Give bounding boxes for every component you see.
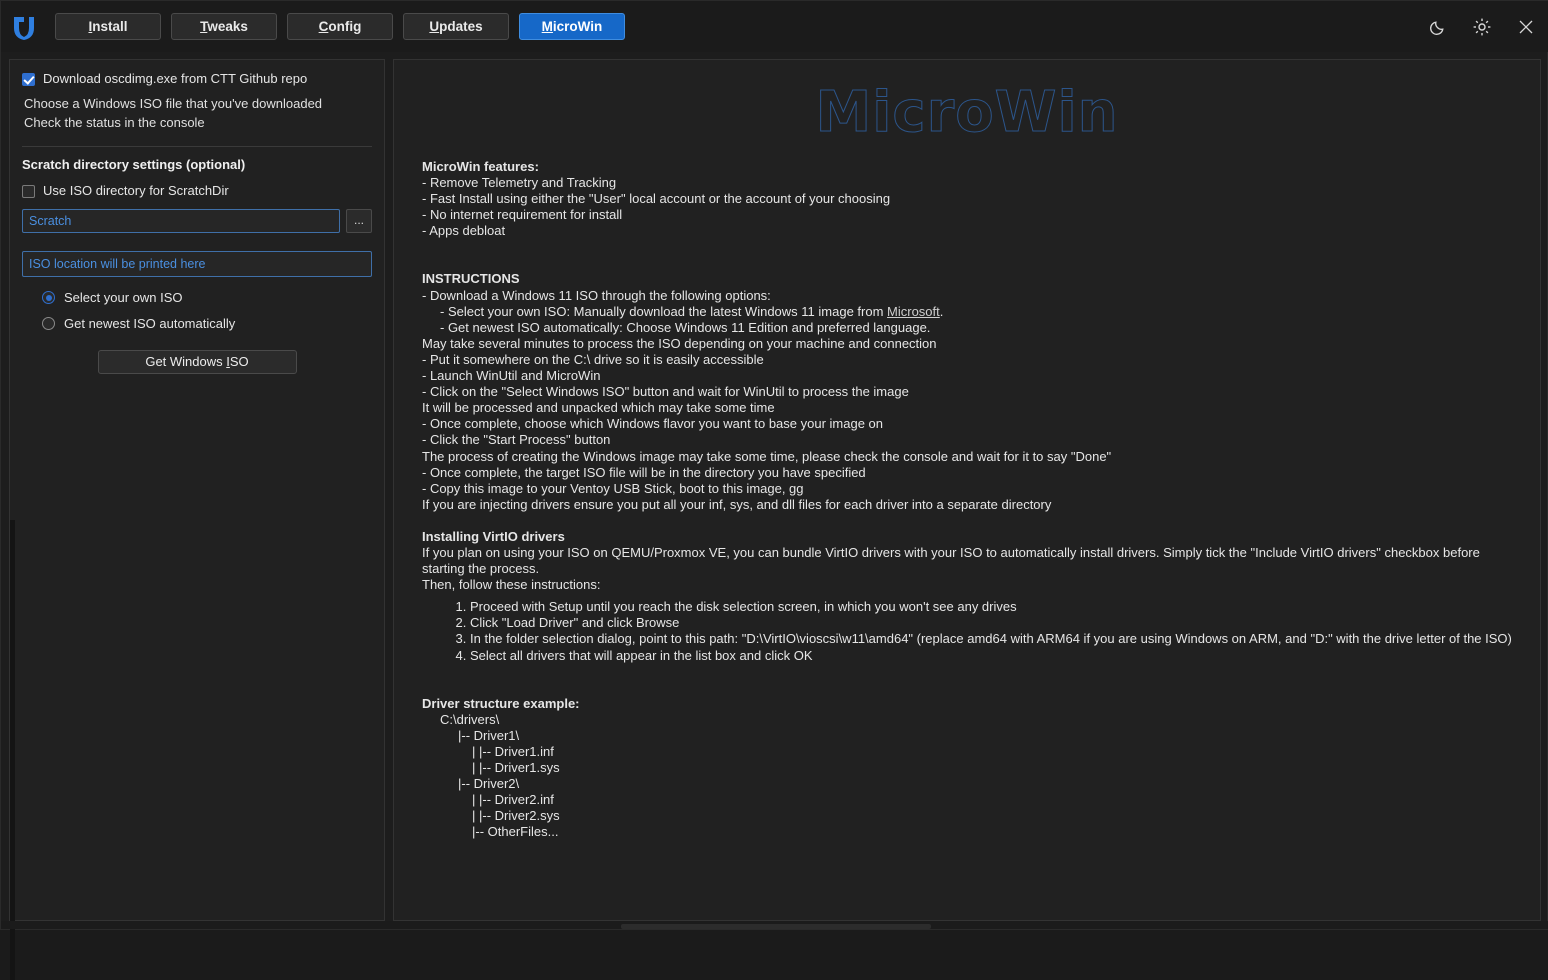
driver-tree — [422, 712, 1512, 841]
title-bar — [1, 1, 1548, 52]
virtio-step: 3. In the folder selection dialog, point to this path: "D:\VirtIO\vioscsi\w11\amd64" (replace amd64 with ARM64 if you are using Windows on ARM, and "D:" with the drive letter of the ISO) — [470, 631, 1512, 647]
get-windows-iso-pre: Get Windows — [145, 354, 227, 369]
microwin-sidebar — [9, 59, 385, 921]
close-icon[interactable] — [1513, 14, 1539, 40]
moon-icon[interactable] — [1425, 14, 1451, 40]
virtio-step: 4. Select all drivers that will appear in the list box and click OK — [470, 648, 1512, 664]
instructions-line: - Copy this image to your Ventoy USB Stick, boot to this image, gg — [422, 480, 804, 496]
instructions-head: - Download a Windows 11 ISO through the following options: — [422, 287, 771, 303]
instructions-sub-own-iso — [422, 304, 1512, 320]
gear-icon[interactable] — [1469, 14, 1495, 40]
radio-get-newest-iso[interactable] — [42, 315, 372, 332]
driver-tree-line: |-- Driver1\ — [458, 727, 520, 743]
radio-select-own-iso-label: Select your own ISO — [64, 290, 183, 305]
radio-select-own-iso-dot[interactable] — [42, 291, 55, 304]
scratch-dir-row — [22, 209, 372, 233]
feature-item: - Apps debloat — [422, 223, 506, 239]
instructions-line: It will be processed and unpacked which may take some time — [422, 400, 775, 416]
window-bottom-strip — [1, 921, 1548, 929]
download-oscdimg-checkbox[interactable] — [22, 73, 35, 86]
use-iso-dir-label: Use ISO directory for ScratchDir — [43, 183, 229, 198]
scratch-browse-button[interactable]: ... — [346, 209, 372, 233]
tab-install-label: Install — [88, 19, 128, 34]
tab-microwin-label: MicroWin — [541, 19, 603, 34]
instructions-sub-own-iso-tail: . — [939, 303, 944, 319]
iso-location-display[interactable]: ISO location will be printed here — [22, 251, 372, 277]
get-windows-iso-accel: I — [226, 354, 230, 369]
instructions-line: If you are injecting drivers ensure you put all your inf, sys, and dll files for each driver into a separate directory — [422, 496, 1052, 512]
virtio-paragraph: If you plan on using your ISO on QEMU/Proxmox VE, you can bundle VirtIO drivers with your ISO to automatically install drivers. Simply tick the "Include VirtIO drivers" checkbox before starting the process. — [422, 544, 1480, 577]
feature-item: - Remove Telemetry and Tracking — [422, 175, 617, 191]
driver-tree-line: | |-- Driver2.sys — [472, 808, 560, 824]
driver-tree-line: | |-- Driver1.sys — [472, 760, 560, 775]
virtio-paragraph-2: Then, follow these instructions: — [422, 577, 601, 593]
window-resize-handle[interactable] — [621, 924, 931, 929]
driver-tree-line: |-- Driver2\ — [458, 776, 520, 792]
instructions-sub-newest-iso: - Get newest ISO automatically: Choose Windows 11 Edition and preferred language. — [440, 319, 931, 335]
virtio-title: Installing VirtIO drivers — [422, 528, 565, 544]
feature-item: - Fast Install using either the "User" local account or the account of your choosing — [422, 191, 891, 207]
instructions-line: The process of creating the Windows image may take some time, please check the console and wait for it to say "Done" — [422, 448, 1112, 464]
tab-microwin[interactable] — [519, 13, 625, 40]
microwin-content-panel — [393, 59, 1541, 921]
instructions-line: May take several minutes to process the ISO depending on your machine and connection — [422, 335, 937, 351]
driver-structure-title: Driver structure example: — [422, 695, 580, 711]
driver-tree-line: |-- OtherFiles... — [472, 824, 559, 840]
download-oscdimg-row[interactable] — [22, 70, 372, 87]
instructions-line: - Launch WinUtil and MicroWin — [422, 368, 601, 384]
sidebar-divider — [22, 146, 372, 147]
feature-item: - No internet requirement for install — [422, 207, 623, 223]
features-title: MicroWin features: — [422, 159, 539, 174]
tab-install[interactable] — [55, 13, 161, 40]
tab-config-label: Config — [318, 19, 362, 34]
use-iso-dir-checkbox[interactable] — [22, 185, 35, 198]
tab-tweaks-label: Tweaks — [200, 19, 248, 34]
instructions-title: INSTRUCTIONS — [422, 271, 520, 287]
tab-updates[interactable] — [403, 13, 509, 40]
sidebar-scroll-edge[interactable] — [10, 520, 15, 980]
driver-tree-line: | |-- Driver1.inf — [472, 743, 554, 759]
download-oscdimg-label: Download oscdimg.exe from CTT Github repo — [43, 71, 308, 86]
virtio-step: 1. Proceed with Setup until you reach the disk selection screen, in which you won't see any drives — [470, 599, 1512, 615]
spacer — [422, 513, 1512, 529]
content-scrollbar[interactable] — [1534, 61, 1539, 921]
instructions-line: - Put it somewhere on the C:\ drive so it is easily accessible — [422, 351, 764, 367]
spacer — [422, 239, 1512, 255]
tab-tweaks[interactable] — [171, 13, 277, 40]
get-windows-iso-button[interactable] — [98, 350, 297, 374]
use-iso-dir-row[interactable] — [22, 182, 372, 199]
instructions-sub-own-iso-text: - Select your own ISO: Manually download the latest Windows 11 image from — [440, 303, 888, 319]
radio-get-newest-iso-label: Get newest ISO automatically — [64, 316, 236, 331]
microwin-wordmark: MicroWin — [815, 80, 1119, 145]
driver-tree-line: C:\drivers\ — [440, 711, 500, 727]
scratch-section-title: Scratch directory settings (optional) — [22, 157, 246, 172]
hint-check-console: Check the status in the console — [24, 115, 205, 130]
virtio-step: 2. Click "Load Driver" and click Browse — [470, 615, 1512, 631]
spacer — [422, 255, 1512, 271]
app-logo-icon — [1, 1, 47, 52]
radio-get-newest-iso-dot[interactable] — [42, 317, 55, 330]
tab-config[interactable] — [287, 13, 393, 40]
hint-choose-iso: Choose a Windows ISO file that you've downloaded — [24, 96, 323, 111]
instructions-line: - Once complete, choose which Windows flavor you want to base your image on — [422, 416, 884, 432]
spacer — [422, 680, 1512, 696]
microsoft-link[interactable]: Microsoft — [887, 303, 940, 319]
tab-updates-label: Updates — [429, 19, 483, 34]
main-tabs — [55, 13, 625, 40]
instructions-line: - Click the "Start Process" button — [422, 432, 611, 448]
instructions-line: - Click on the "Select Windows ISO" button and wait for WinUtil to process the image — [422, 384, 909, 400]
driver-tree-line: | |-- Driver2.inf — [472, 792, 554, 808]
microwin-instructions — [394, 145, 1540, 850]
scratch-dir-input[interactable]: Scratch — [22, 209, 340, 233]
radio-select-own-iso[interactable] — [42, 289, 372, 306]
virtio-steps — [422, 599, 1512, 663]
get-windows-iso-post: SO — [229, 354, 249, 369]
spacer — [422, 664, 1512, 680]
window-controls — [1425, 1, 1539, 52]
instructions-line: - Once complete, the target ISO file will be in the directory you have specified — [422, 464, 866, 480]
